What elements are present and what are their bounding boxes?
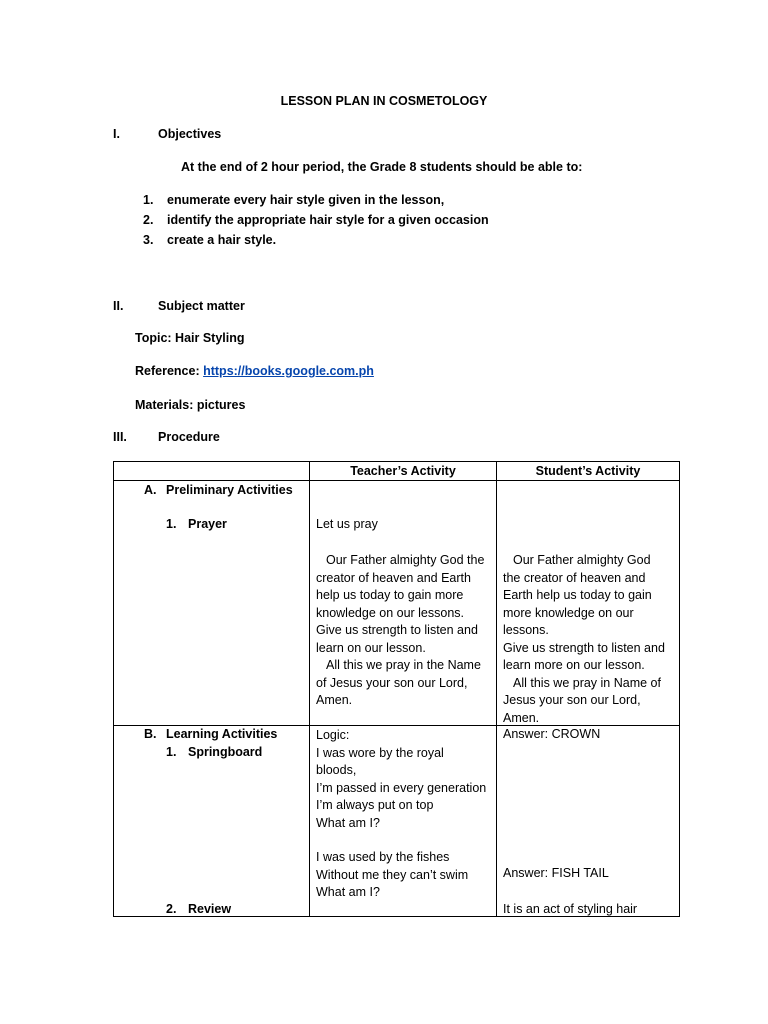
section-heading-objectives: Objectives (158, 127, 222, 141)
header-student-activity: Student’s Activity (497, 462, 680, 481)
answer-crown: Answer: CROWN (503, 727, 601, 741)
procedure-table (113, 461, 680, 917)
section-number-3: III. (113, 430, 127, 444)
riddle-line: I’m passed in every generation (316, 780, 487, 795)
reference-link[interactable]: https://books.google.com.ph (203, 364, 374, 378)
header-blank (114, 462, 310, 481)
prayer-line: All this we pray in Name of (513, 675, 661, 690)
springboard-label: Springboard (188, 745, 263, 759)
student-prayer-text (503, 552, 679, 727)
section-number-2: II. (113, 299, 124, 313)
cell-student-answers (497, 726, 680, 917)
item-number: 1. (166, 517, 177, 531)
learning-activities-label: Learning Activities (166, 727, 278, 741)
riddle-line: Without me they can’t swim (316, 867, 469, 882)
objective-number: 3. (143, 233, 154, 247)
objective-number: 2. (143, 213, 154, 227)
cell-learning-label (114, 726, 310, 917)
section-heading-subject-matter: Subject matter (158, 299, 245, 313)
riddle-two (316, 849, 496, 902)
header-teacher-activity: Teacher’s Activity (310, 462, 497, 481)
riddle-line: I was wore by the royal (316, 745, 444, 760)
section-letter: B. (144, 727, 157, 741)
item-number: 1. (166, 745, 177, 759)
prayer-line: lessons. (503, 623, 549, 637)
prayer-line: more knowledge on our (503, 605, 634, 620)
review-answer: It is an act of styling hair (503, 902, 638, 916)
prayer-line: Give us strength to listen and (503, 640, 665, 655)
table-row-learning (114, 726, 680, 917)
teacher-intro: Let us pray (316, 517, 378, 531)
review-label: Review (188, 902, 232, 916)
prayer-line: creator of heaven and Earth (316, 570, 471, 585)
prayer-line: Amen. (503, 710, 540, 725)
riddle-line: I was used by the fishes (316, 850, 450, 864)
table-header-row (114, 462, 680, 481)
section-number-1: I. (113, 127, 120, 141)
section-letter: A. (144, 483, 157, 497)
item-number: 2. (166, 902, 177, 916)
objective-item: identify the appropriate hair style for a given occasion (167, 213, 489, 227)
cell-preliminary-label (114, 481, 310, 726)
prayer-line: learn on our lesson. (316, 640, 426, 655)
prayer-line: knowledge on our lessons. (316, 605, 465, 620)
prayer-label: Prayer (188, 517, 227, 531)
prayer-line: Our Father almighty God the (326, 553, 485, 567)
riddle-line: Logic: (316, 728, 350, 742)
reference-label: Reference: (135, 364, 204, 378)
prayer-line: Amen. (316, 693, 353, 707)
riddle-line: What am I? (316, 815, 380, 830)
prayer-line: help us today to gain more (316, 588, 464, 602)
riddle-line: bloods, (316, 763, 357, 777)
riddle-one (316, 727, 496, 832)
objective-item: enumerate every hair style given in the lesson, (167, 193, 445, 207)
prayer-line: All this we pray in the Name (326, 658, 481, 672)
objective-item: create a hair style. (167, 233, 277, 247)
preliminary-activities-label: Preliminary Activities (166, 483, 293, 497)
objectives-intro: At the end of 2 hour period, the Grade 8 students should be able to: (181, 160, 583, 174)
prayer-line: of Jesus your son our Lord, (316, 675, 468, 690)
objective-number: 1. (143, 193, 154, 207)
topic-line: Topic: Hair Styling (135, 331, 245, 345)
riddle-line: What am I? (316, 885, 380, 899)
prayer-line: learn more on our lesson. (503, 658, 645, 672)
prayer-line: the creator of heaven and (503, 570, 646, 585)
cell-teacher-riddles (310, 726, 497, 917)
cell-student-prayer (497, 481, 680, 726)
page-title: LESSON PLAN IN COSMETOLOGY (280, 94, 488, 108)
reference-line (135, 364, 374, 378)
answer-fish-tail: Answer: FISH TAIL (503, 866, 609, 880)
table-row-preliminary (114, 481, 680, 726)
materials-line: Materials: pictures (135, 398, 246, 412)
riddle-line: I’m always put on top (316, 798, 434, 812)
prayer-line: Give us strength to listen and (316, 623, 478, 637)
prayer-line: Our Father almighty God (513, 553, 651, 567)
section-heading-procedure: Procedure (158, 430, 220, 444)
prayer-line: Jesus your son our Lord, (503, 693, 641, 707)
prayer-line: Earth help us today to gain (503, 588, 652, 602)
teacher-prayer-text (316, 552, 496, 710)
cell-teacher-prayer (310, 481, 497, 726)
